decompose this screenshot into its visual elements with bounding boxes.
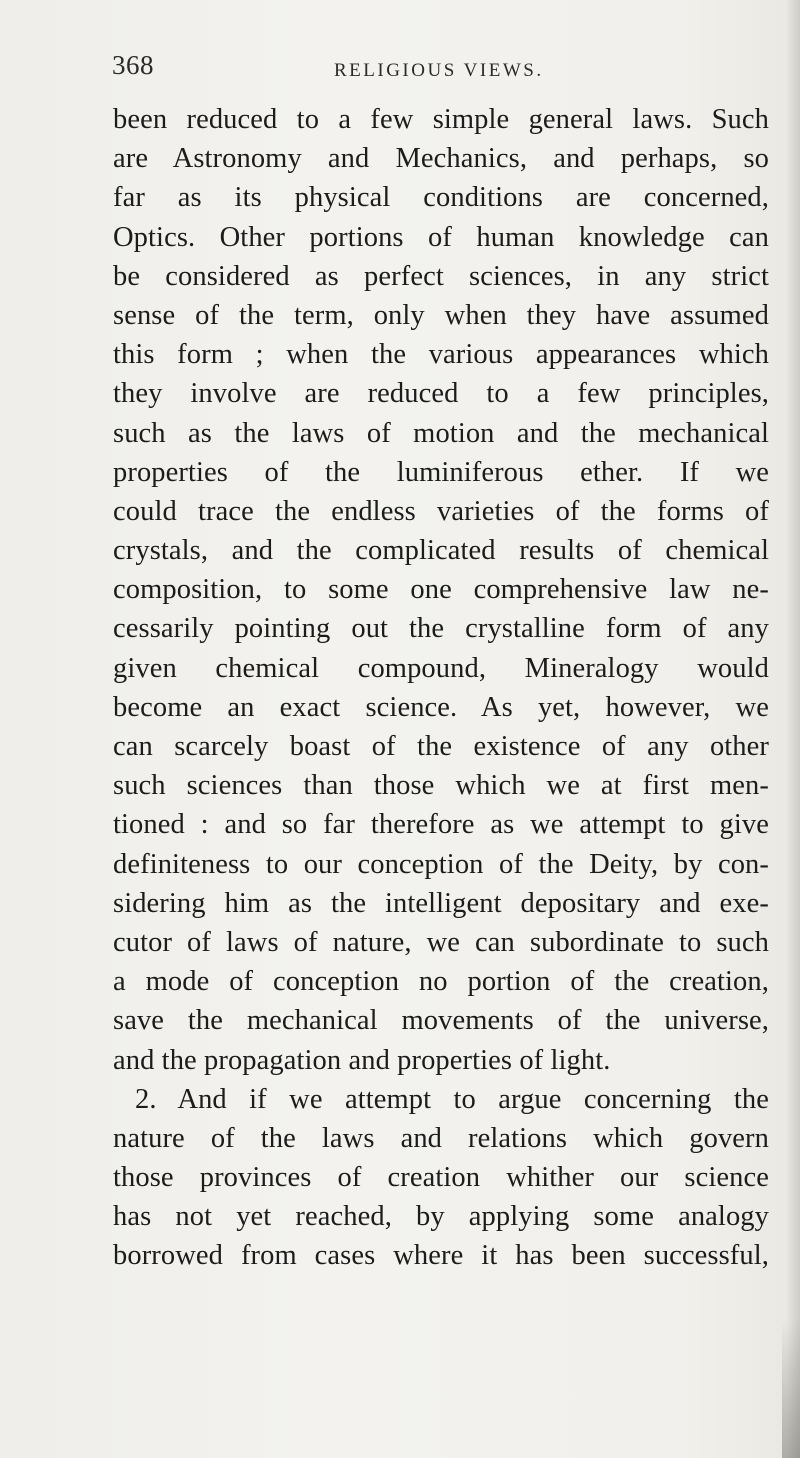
text-line: this form ; when the various appearances which [113, 339, 769, 371]
text-line: they involve are reduced to a few principles, [113, 378, 769, 410]
text-line: sense of the term, only when they have assumed [113, 299, 769, 331]
page-corner-shadow [782, 1318, 800, 1458]
paragraph-end-line: and the propagation and properties of light. [113, 1044, 611, 1076]
text-line: tioned : and so far therefore as we attempt to give [113, 809, 769, 841]
text-line: crystals, and the complicated results of chemical [113, 535, 769, 567]
page-number: 368 [112, 50, 154, 80]
text-line: save the mechanical movements of the universe, [113, 1005, 769, 1037]
text-line: cutor of laws of nature, we can subordinate to such [113, 926, 769, 958]
text-line: such as the laws of motion and the mechanical [113, 417, 769, 449]
page-edge-shadow [786, 0, 800, 1458]
text-line: properties of the luminiferous ether. If we [113, 456, 769, 488]
text-line: composition, to some one comprehensive law ne- [113, 574, 769, 606]
text-line: given chemical compound, Mineralogy would [113, 652, 769, 684]
text-line: has not yet reached, by applying some analogy [113, 1201, 769, 1233]
text-line: been reduced to a few simple general laws. Such [113, 104, 769, 135]
text-line: definiteness to our conception of the Deity, by con- [113, 848, 769, 880]
text-line: could trace the endless varieties of the forms of [113, 495, 769, 527]
text-line: far as its physical conditions are concerned, [113, 182, 769, 214]
text-line: nature of the laws and relations which govern [113, 1122, 769, 1154]
text-line: can scarcely boast of the existence of any other [113, 731, 769, 762]
text-line: become an exact science. As yet, however, we [113, 691, 769, 723]
paragraph-start-line: 2. And if we attempt to argue concerning the [135, 1083, 769, 1115]
text-line: Optics. Other portions of human knowledge can [113, 221, 769, 253]
text-line: borrowed from cases where it has been successful, [113, 1240, 769, 1272]
body-text [113, 100, 769, 1276]
text-line: a mode of conception no portion of the creation, [113, 966, 769, 998]
text-line: cessarily pointing out the crystalline form of any [113, 613, 769, 645]
text-line: are Astronomy and Mechanics, and perhaps, so [113, 143, 769, 175]
text-line: sidering him as the intelligent depositary and exe- [113, 887, 769, 919]
text-line: be considered as perfect sciences, in any strict [113, 260, 769, 292]
page-header [112, 50, 772, 90]
text-line: those provinces of creation whither our science [113, 1162, 769, 1194]
text-line: such sciences than those which we at first men- [113, 770, 769, 802]
running-head: RELIGIOUS VIEWS. [334, 60, 544, 81]
